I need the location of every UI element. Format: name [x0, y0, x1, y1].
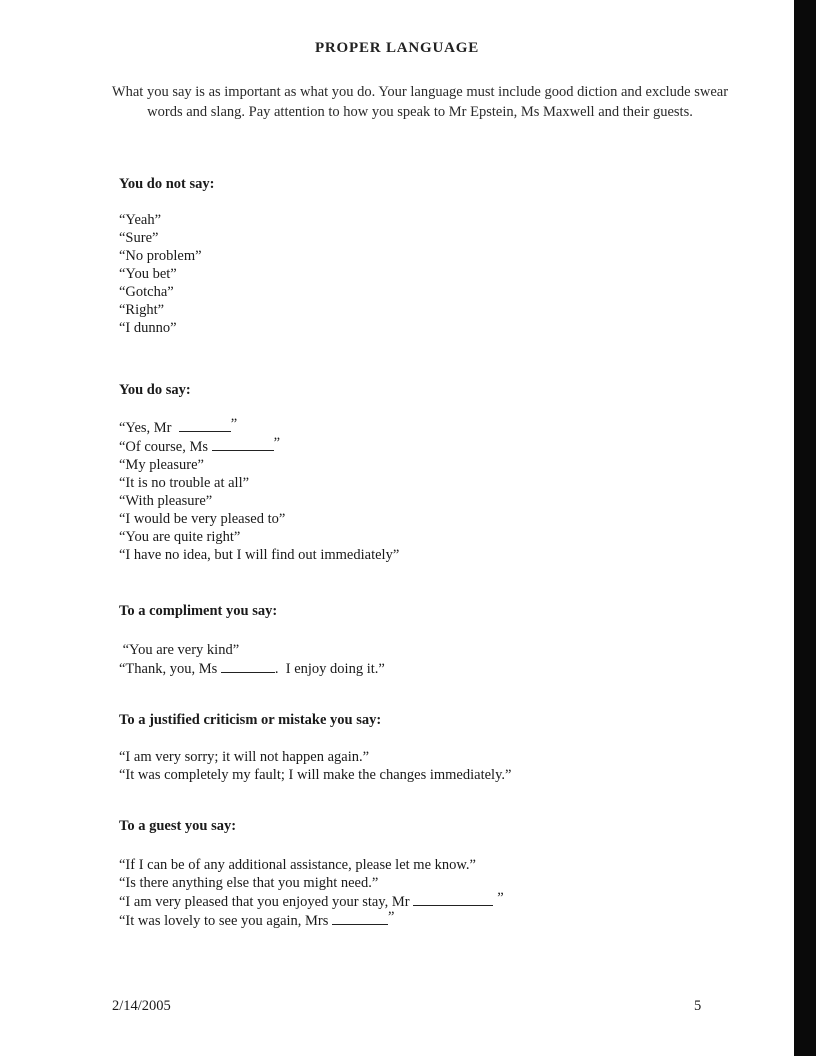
phrase-line: “Sure”	[119, 230, 159, 246]
scan-edge-bar	[794, 0, 816, 1056]
phrase-line: “I would be very pleased to”	[119, 511, 286, 527]
phrase-text: “Thank, you, Ms	[119, 661, 221, 677]
section-heading-do-say: You do say:	[119, 382, 191, 398]
phrase-line: “You bet”	[119, 266, 177, 282]
phrase-line: “I have no idea, but I will find out immediately”	[119, 547, 400, 563]
page-title: PROPER LANGUAGE	[314, 40, 480, 56]
section-lines-do-say	[119, 418, 399, 564]
phrase-close: ”	[497, 890, 504, 906]
fill-in-blank	[332, 911, 388, 925]
phrase-line: “It was completely my fault; I will make the changes immediately.”	[119, 767, 512, 783]
phrase-line: “I am very sorry; it will not happen again.”	[119, 749, 370, 765]
section-heading-compliment: To a compliment you say:	[119, 603, 278, 619]
footer-page-number: 5	[694, 998, 702, 1014]
phrase-line: “Gotcha”	[119, 284, 174, 300]
phrase-text: “Yes, Mr	[119, 420, 179, 436]
phrase-line: “If I can be of any additional assistance, please let me know.”	[119, 857, 476, 873]
fill-in-blank	[179, 418, 231, 432]
phrase-close: ”	[273, 435, 281, 451]
fill-in-blank	[212, 437, 274, 451]
section-lines-do-not-say	[119, 211, 202, 337]
phrase-line: “I dunno”	[119, 320, 177, 336]
phrase-line-with-blank	[119, 437, 399, 456]
phrase-line-with-blank	[119, 659, 385, 678]
phrase-line: “You are quite right”	[119, 529, 241, 545]
phrase-line: “No problem”	[119, 248, 202, 264]
phrase-close: ”	[230, 416, 238, 432]
section-heading-do-not-say: You do not say:	[119, 176, 215, 192]
intro-paragraph: What you say is as important as what you do. Your language must include good diction and exclude swear words and slang. Pay attention to how you speak to Mr Epstein, Ms Maxwell and their guests.	[111, 84, 729, 120]
phrase-line: “Is there anything else that you might need.”	[119, 875, 379, 891]
phrase-line: “Right”	[119, 302, 165, 318]
fill-in-blank	[413, 892, 493, 906]
phrase-line-with-blank	[119, 911, 504, 930]
section-lines-guest	[119, 856, 504, 930]
section-lines-compliment	[119, 641, 385, 678]
section-heading-criticism: To a justified criticism or mistake you say:	[119, 712, 382, 728]
phrase-close: . I enjoy doing it.”	[274, 661, 385, 677]
footer-date: 2/14/2005	[112, 998, 171, 1014]
phrase-line: “Yeah”	[119, 212, 162, 228]
phrase-line: “With pleasure”	[119, 493, 213, 509]
section-heading-guest: To a guest you say:	[119, 818, 237, 834]
section-lines-criticism	[119, 748, 511, 784]
phrase-text: “It was lovely to see you again, Mrs	[119, 913, 333, 929]
phrase-line: “You are very kind”	[119, 642, 240, 658]
phrase-line-with-blank	[119, 892, 504, 911]
phrase-close: ”	[388, 909, 395, 925]
phrase-text: “Of course, Ms	[119, 439, 212, 455]
phrase-line: “It is no trouble at all”	[119, 475, 250, 491]
fill-in-blank	[221, 659, 275, 673]
phrase-line-with-blank	[119, 418, 399, 437]
phrase-text: “I am very pleased that you enjoyed your stay, Mr	[119, 894, 414, 910]
phrase-line: “My pleasure”	[119, 457, 204, 473]
